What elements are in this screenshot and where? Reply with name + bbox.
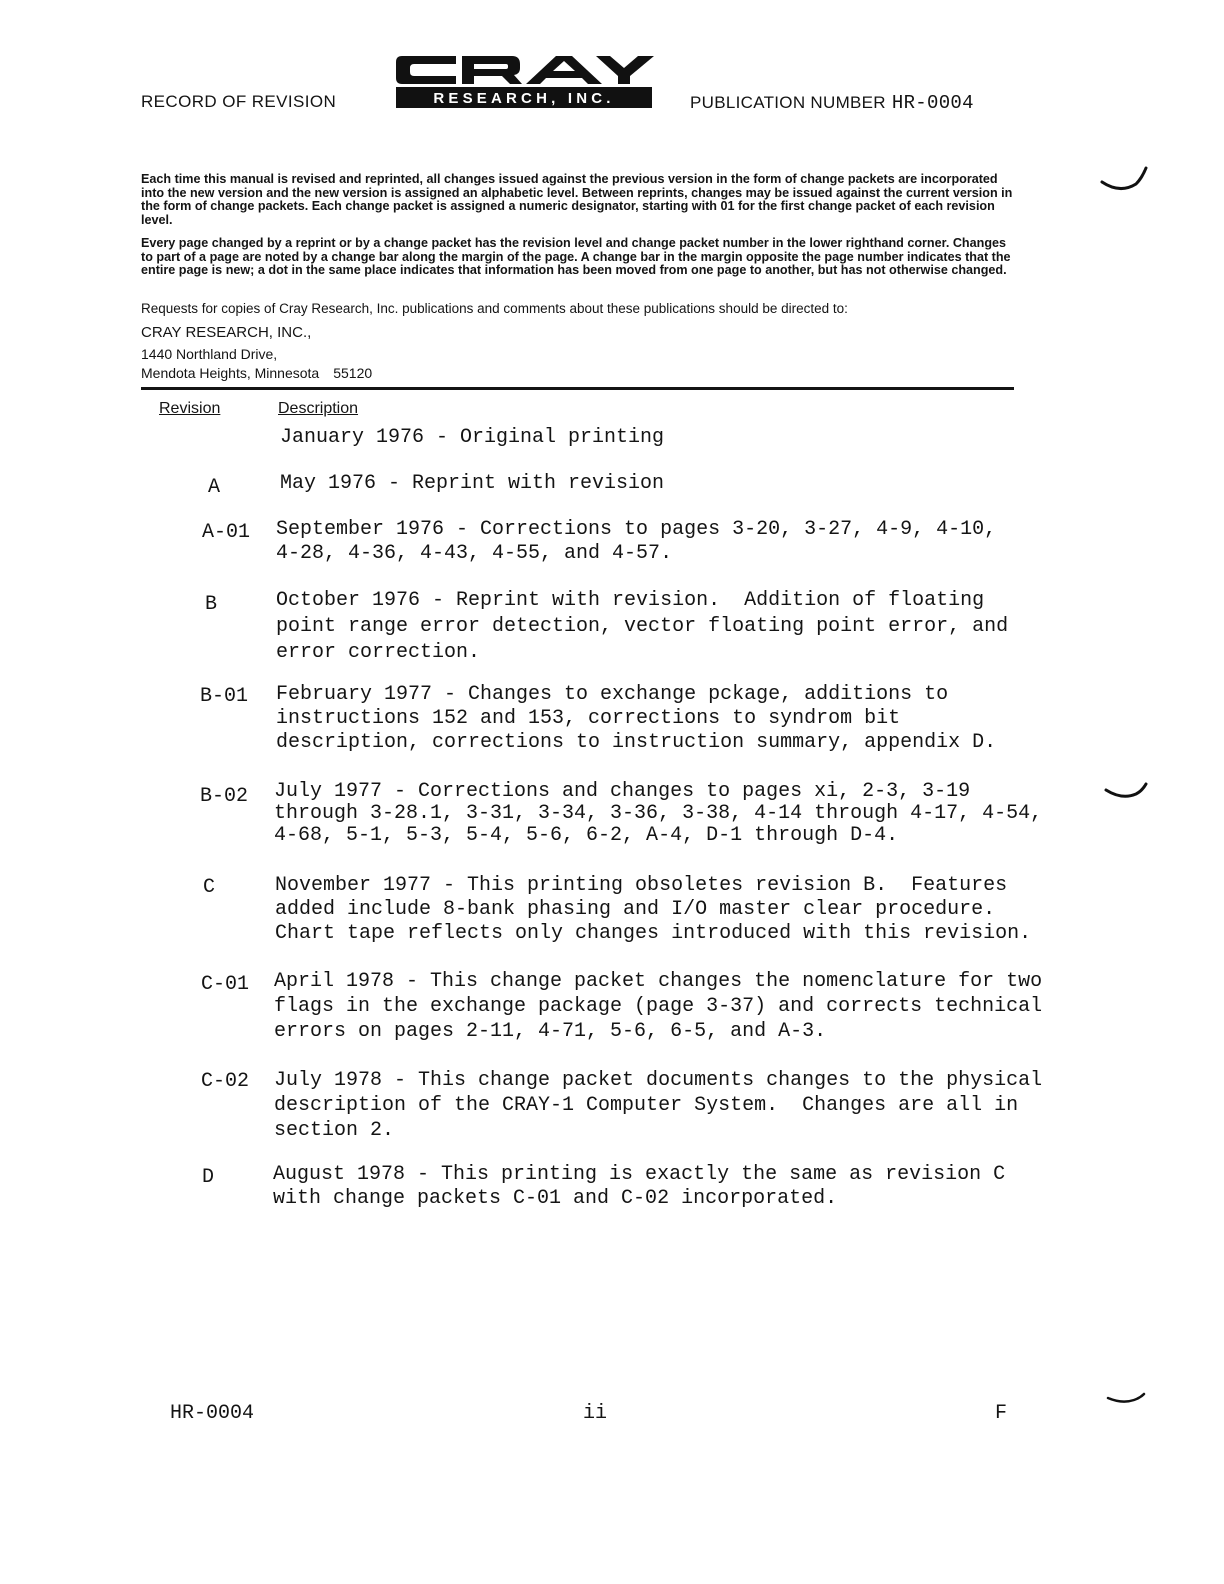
- record-of-revision-label: RECORD OF REVISION: [141, 92, 337, 111]
- publication-number-label: PUBLICATION NUMBER: [690, 93, 886, 112]
- revision-description: September 1976 - Corrections to pages 3-20, 3-27, 4-9, 4-10, 4-28, 4-36, 4-43, 4-55, and 4-57.: [276, 518, 997, 565]
- revision-code: C-01: [201, 973, 250, 996]
- revision-code: A-01: [202, 521, 251, 544]
- publication-number-field: [690, 92, 974, 114]
- logo-subtitle: RESEARCH, INC.: [433, 90, 615, 107]
- revision-code: A: [208, 476, 221, 499]
- revision-description: February 1977 - Changes to exchange pckage, additions to instructions 152 and 153, corrections to syndrom bit description, corrections to instruction summary, appendix D.: [276, 683, 997, 754]
- revision-description: November 1977 - This printing obsoletes revision B. Features added include 8-bank phasing and I/O master clear procedure. Chart tape reflects only changes introduced with this revision.: [275, 874, 1032, 945]
- address-city: Mendota Heights, Minnesota: [141, 365, 320, 381]
- publication-number-value: HR-0004: [891, 92, 974, 114]
- cray-logo: [396, 52, 654, 110]
- revision-description: July 1978 - This change packet documents changes to the physical description of the CRAY-1 Computer System. Changes are all in section 2.: [274, 1069, 1043, 1142]
- margin-change-mark: [1104, 780, 1150, 802]
- revision-description: January 1976 - Original printing: [280, 426, 665, 449]
- footer-revision-level: F: [995, 1402, 1008, 1425]
- revision-code: B-02: [200, 785, 249, 808]
- margin-change-mark: [1100, 164, 1150, 196]
- address-zip: 55120: [333, 365, 373, 381]
- revision-description: July 1977 - Corrections and changes to pages xi, 2-3, 3-19 through 3-28.1, 3-31, 3-34, 3-36, 3-38, 4-14 through 4-17, 4-54, 4-68, 5-1, 5-3, 5-4, 5-6, 6-2, A-4, D-1 through D-4.: [274, 780, 1043, 847]
- margin-change-mark: [1106, 1390, 1146, 1406]
- column-header-revision: Revision: [159, 400, 221, 417]
- revision-description: October 1976 - Reprint with revision. Addition of floating point range error detection, vector floating point error, and error correction.: [276, 589, 1009, 664]
- intro-paragraph-change-bars: Every page changed by a reprint or by a change packet has the revision level and change packet number in the lower righthand corner. Changes to part of a page are noted by a change bar along the margin of the page. A change bar in the margin opposite the page number indicates that the entire page is new; a dot in the same place indicates that information has been moved from one page to another, but has not otherwise changed.: [141, 236, 1011, 278]
- revision-code: B-01: [200, 685, 249, 708]
- intro-paragraph-requests: Requests for copies of Cray Research, Inc. publications and comments about these publications should be directed to:: [141, 301, 848, 316]
- revision-code: B: [205, 593, 218, 616]
- revision-description: August 1978 - This printing is exactly the same as revision C with change packets C-01 and C-02 incorporated.: [273, 1163, 1006, 1210]
- address-company: CRAY RESEARCH, INC.,: [141, 324, 312, 341]
- address-city-line: [141, 365, 372, 381]
- revision-code: C-02: [201, 1070, 250, 1093]
- revision-code: D: [202, 1166, 215, 1189]
- intro-paragraph-revisions: Each time this manual is revised and reprinted, all changes issued against the previous version in the form of change packets are incorporated into the new version and the new version is assigned an alphabetic level. Between reprints, changes may be issued against the current version in the form of change packets. Each change packet is assigned a numeric designator, starting with 01 for the first change packet of each revision level.: [141, 172, 1013, 227]
- footer-publication-number: HR-0004: [170, 1402, 255, 1425]
- header-divider: [141, 387, 1014, 390]
- revision-description: May 1976 - Reprint with revision: [280, 472, 665, 495]
- revision-code: C: [203, 876, 216, 899]
- revision-description: April 1978 - This change packet changes the nomenclature for two flags in the exchange package (page 3-37) and corrects technical errors on pages 2-11, 4-71, 5-6, 6-5, and A-3.: [274, 970, 1043, 1043]
- footer-page-number: ii: [583, 1402, 608, 1425]
- column-header-description: Description: [278, 400, 359, 417]
- address-street: 1440 Northland Drive,: [141, 346, 278, 362]
